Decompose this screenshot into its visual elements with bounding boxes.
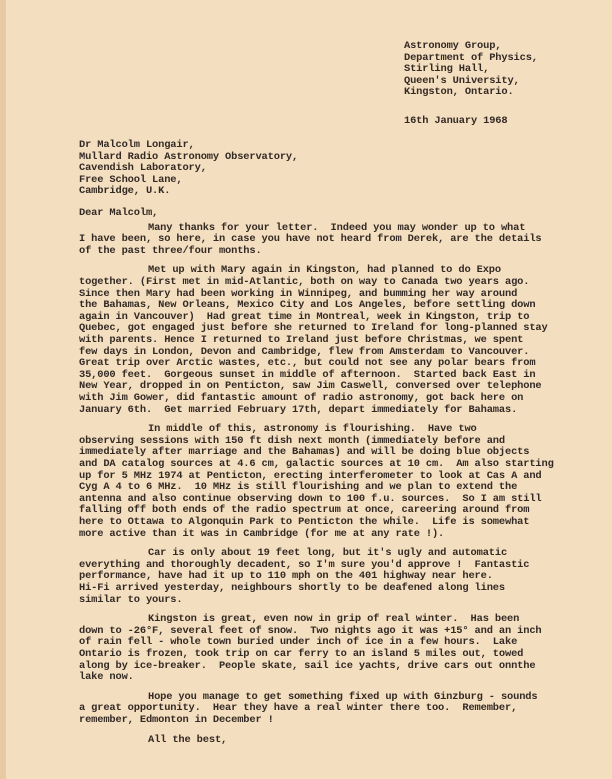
body-line: with parents. Hence I returned to Ireland just before Christmas, we spent [79,334,524,346]
body-line: of rain fell - whole town buried under inch of ice in a few hours. Lake [79,636,518,649]
sender-address-line: Department of Physics, [404,51,538,64]
recipient-address-line: Dr Malcolm Longair, [79,139,195,151]
sender-address-line: Stirling Hall, [404,63,490,76]
sender-address-line: Kingston, Ontario. [404,86,514,99]
recipient-address-line: Cambridge, U.K. [79,185,171,198]
body-line: Car is only about 19 feet long, but it's ugly and automatic [148,547,508,560]
body-line: a great opportunity. Hear they have a real winter there too. Remember, [79,702,518,715]
body-line: with Jim Gower, did fantastic amount of radio astronomy, got back here on [79,392,524,404]
body-line: performance, have had it up to 110 mph on the 401 highway near here. [79,570,493,583]
sender-address-line: Queen's University, [404,74,520,87]
body-line: similar to yours. [79,593,183,606]
body-line: Cyg A 4 to 6 MHz. 10 MHz is still flourishing and we plan to extend the [79,481,518,494]
page-edge-shadow [0,0,6,779]
closing-line: All the best, [148,733,228,746]
body-line: Hi-Fi arrived yesterday, neighbours shortly to be deafened along lines [79,582,505,594]
body-line: everything and thoroughly decadent, so I'm sure you'd approve ! Fantastic [79,558,530,571]
body-line: more active than it was in Cambridge (for me at any rate !). [79,527,445,540]
body-line: and DA catalog sources at 4.6 cm, galactic sources at 10 cm. Am also starting [79,458,554,470]
body-line: again in Vancouver) Had great time in Montreal, week in Kingston, trip to [79,310,530,323]
body-line: down to -26°F, several feet of snow. Two nights ago it was +15° and an inch [79,624,542,637]
body-line: up for 5 MHz 1974 at Penticton, erecting interferometer to look at Cas A and [79,469,542,482]
recipient-address-line: Mullard Radio Astronomy Observatory, [79,150,299,163]
body-line: of the past three/four months. [79,244,262,257]
body-line: here to Ottawa to Algonquin Park to Penticton the while. Life is somewhat [79,516,530,528]
body-line: Quebec, got engaged just before she returned to Ireland for long-planned stay [79,322,548,335]
salutation: Dear Malcolm, [79,207,159,219]
body-line: remember, Edmonton in December ! [79,714,274,726]
body-line: the Bahamas, New Orleans, Mexico City and Los Angeles, before settling down [79,299,536,312]
body-line: falling off both ends of the radio spectrum at once, careering around from [79,504,530,517]
body-line: January 6th. Get married February 17th, depart immediately for Bahamas. [79,403,518,416]
body-line: antenna and also continue observing down to 100 f.u. sources. So I am still [79,492,542,505]
body-line: observing sessions with 150 ft dish next month (immediately before and [79,434,505,447]
body-line: lake now. [79,671,134,684]
letter-date: 16th January 1968 [404,115,508,127]
body-line: Many thanks for your letter. Indeed you may wonder up to what [148,221,526,234]
body-line: 35,000 feet. Gorgeous sunset in middle of afternoon. Started back East in [79,368,536,381]
body-line: Great trip over Arctic wastes, etc., but could not see any polar bears from [79,357,536,370]
body-line: few days in London, Devon and Cambridge, flew from Amsterdam to Vancouver. [79,345,530,358]
body-line: In middle of this, astronomy is flourishing. Have two [148,423,477,436]
body-line: Ontario is frozen, took trip on car ferry to an island 5 miles out, towed [79,648,524,660]
body-line: along by ice-breaker. People skate, sail ice yachts, drive cars out onnthe [79,659,536,672]
body-line: immediately after marriage and the Bahamas) and will be doing blue objects [79,446,530,459]
body-line: Since then Mary had been working in Winnipeg, and bumming her way around [79,287,518,300]
body-line: Kingston is great, even now in grip of real winter. Has been [148,613,520,626]
body-line: I have been, so here, in case you have not heard from Derek, are the details [79,233,542,246]
body-line: New Year, dropped in on Penticton, saw Jim Caswell, conversed over telephone [79,380,542,393]
body-line: together. (First met in mid-Atlantic, both on way to Canada two years ago. [79,276,530,288]
body-line: Hope you manage to get something fixed up with Ginzburg - sounds [148,690,538,703]
recipient-address-line: Free School Lane, [79,173,183,186]
body-line: Met up with Mary again in Kingston, had planned to do Expo [148,264,501,277]
sender-address-line: Astronomy Group, [404,40,502,52]
recipient-address-line: Cavendish Laboratory, [79,162,207,175]
